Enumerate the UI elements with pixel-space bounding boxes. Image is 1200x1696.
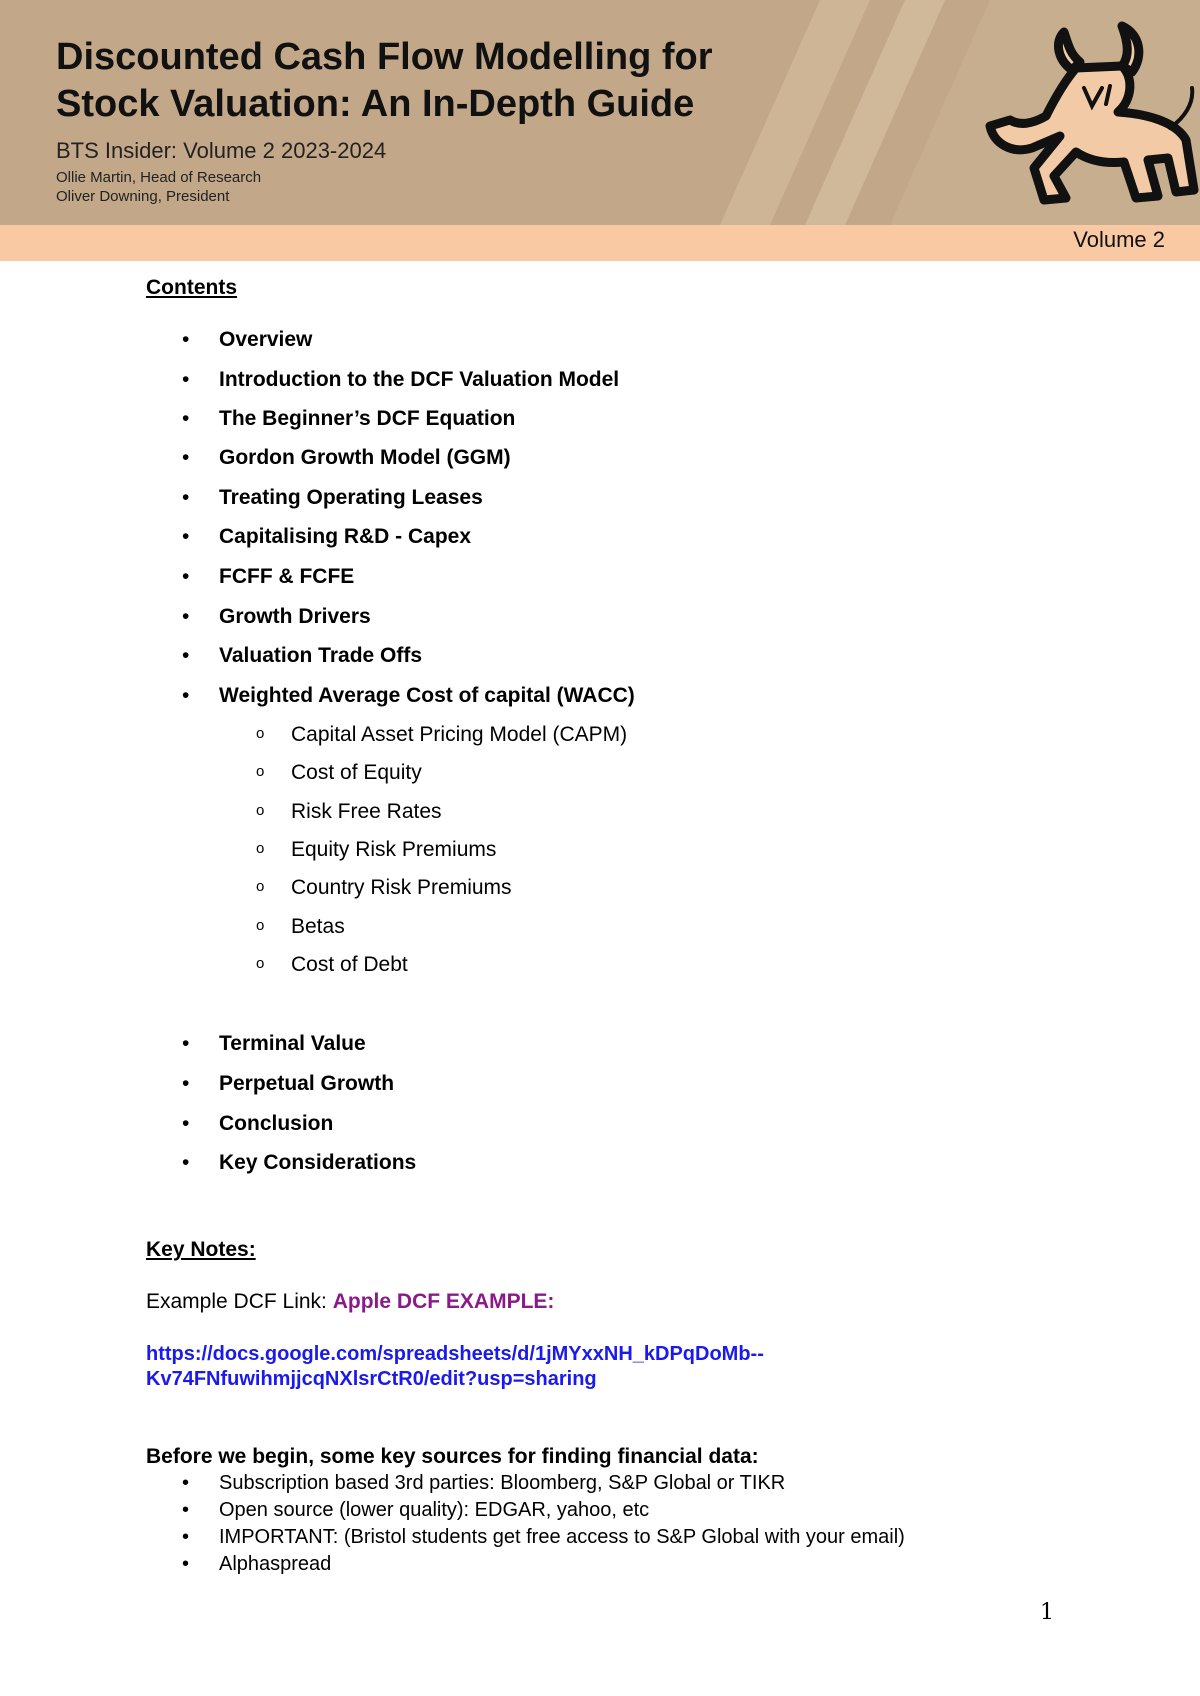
toc-item-label: Terminal Value: [219, 1032, 366, 1055]
toc-item-label: Growth Drivers: [219, 605, 371, 628]
title-line-1: Discounted Cash Flow Modelling for: [56, 36, 713, 78]
bull-icon: [972, 8, 1200, 208]
circle-bullet-icon: o: [256, 878, 265, 895]
apple-dcf-example-link[interactable]: Apple DCF EXAMPLE:: [332, 1290, 555, 1313]
contents-heading: Contents: [146, 276, 237, 299]
toc-item-label: Treating Operating Leases: [219, 486, 483, 509]
toc-subitem-label: Cost of Equity: [291, 761, 422, 784]
bullet-icon: •: [182, 1072, 190, 1095]
toc-item-label: Key Considerations: [219, 1151, 417, 1174]
example-dcf-prefix: Example DCF Link:: [146, 1290, 333, 1313]
bullet-icon: •: [182, 1553, 190, 1575]
toc-item-label: Overview: [219, 328, 313, 351]
bullet-icon: •: [182, 1032, 190, 1055]
author-1: Ollie Martin, Head of Research: [56, 169, 262, 186]
sources-heading: Before we begin, some key sources for finding financial data:: [146, 1445, 759, 1468]
toc-item-label: The Beginner’s DCF Equation: [219, 407, 516, 430]
toc-item-label: Gordon Growth Model (GGM): [219, 446, 511, 469]
source-item-label: Open source (lower quality): EDGAR, yahoo, etc: [219, 1499, 650, 1521]
bullet-icon: •: [182, 407, 190, 430]
bullet-icon: •: [182, 486, 190, 509]
bullet-icon: •: [182, 565, 190, 588]
toc-subitem-label: Equity Risk Premiums: [291, 838, 497, 861]
source-item-label: Alphaspread: [219, 1553, 332, 1575]
toc-item-label: Valuation Trade Offs: [219, 644, 423, 667]
toc-subitem-label: Cost of Debt: [291, 953, 408, 976]
author-2: Oliver Downing, President: [56, 188, 230, 205]
source-item-label: Subscription based 3rd parties: Bloomberg, S&P Global or TIKR: [219, 1472, 786, 1494]
toc-subitem-label: Betas: [291, 915, 345, 938]
toc-subitem-label: Capital Asset Pricing Model (CAPM): [291, 723, 628, 746]
toc-item-label: Capitalising R&D - Capex: [219, 525, 472, 548]
document-title: [56, 34, 713, 128]
subtitle: BTS Insider: Volume 2 2023-2024: [56, 138, 387, 163]
circle-bullet-icon: o: [256, 802, 265, 819]
circle-bullet-icon: o: [256, 840, 265, 857]
circle-bullet-icon: o: [256, 725, 265, 742]
toc-item-label: Weighted Average Cost of capital (WACC): [219, 684, 635, 707]
bullet-icon: •: [182, 1499, 190, 1521]
bullet-icon: •: [182, 446, 190, 469]
bullet-icon: •: [182, 525, 190, 548]
url-line-2: Kv74FNfuwihmjjcqNXlsrCtR0/edit?usp=sharing: [146, 1368, 597, 1390]
bullet-icon: •: [182, 368, 190, 391]
bullet-icon: •: [182, 328, 190, 351]
spreadsheet-url-link[interactable]: [146, 1342, 764, 1392]
volume-label: Volume 2: [1073, 227, 1165, 252]
bullet-icon: •: [182, 1151, 190, 1174]
toc-item-label: Conclusion: [219, 1112, 334, 1135]
bullet-icon: •: [182, 605, 190, 628]
bullet-icon: •: [182, 684, 190, 707]
toc-item-label: FCFF & FCFE: [219, 565, 355, 588]
authors: [56, 168, 261, 206]
circle-bullet-icon: o: [256, 917, 265, 934]
toc-item-label: Introduction to the DCF Valuation Model: [219, 368, 620, 391]
bullet-icon: •: [182, 1112, 190, 1135]
header-banner: [0, 0, 1200, 225]
title-line-2: Stock Valuation: An In-Depth Guide: [56, 83, 695, 125]
url-line-1: https://docs.google.com/spreadsheets/d/1jMYxxNH_kDPqDoMb--: [146, 1343, 764, 1365]
toc-item-label: Perpetual Growth: [219, 1072, 395, 1095]
volume-band: [0, 225, 1200, 261]
toc-subitem-label: Country Risk Premiums: [291, 876, 512, 899]
bullet-icon: •: [182, 1526, 190, 1548]
circle-bullet-icon: o: [256, 763, 265, 780]
source-item-label: IMPORTANT: (Bristol students get free access to S&P Global with your email): [219, 1526, 905, 1548]
toc-subitem-label: Risk Free Rates: [291, 800, 442, 823]
key-notes-heading: Key Notes:: [146, 1238, 256, 1261]
bullet-icon: •: [182, 1472, 190, 1494]
page-number: 1: [1040, 1600, 1054, 1625]
circle-bullet-icon: o: [256, 955, 265, 972]
bullet-icon: •: [182, 644, 190, 667]
example-dcf-line: [146, 1290, 554, 1314]
